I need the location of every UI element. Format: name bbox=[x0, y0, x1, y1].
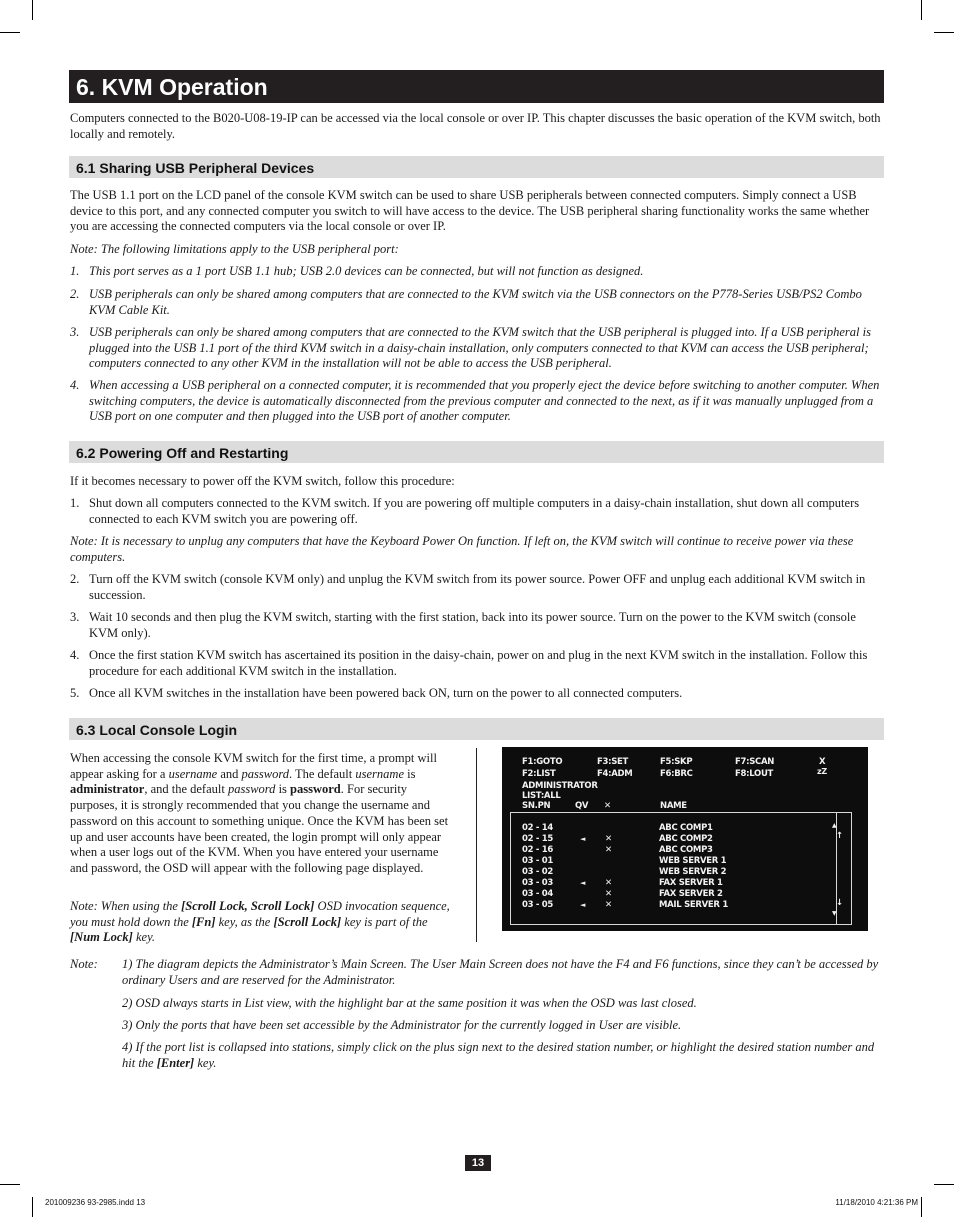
osd-row-mark: ✕ bbox=[605, 834, 612, 844]
osd-row-snpn: 03 - 03 bbox=[522, 878, 554, 888]
osd-user: ADMINISTRATOR bbox=[522, 781, 598, 791]
list-text: Turn off the KVM switch (console KVM only) and unplug the KVM switch from its power source. Power OFF and unplug each additional KVM switch in succession. bbox=[89, 572, 866, 602]
osd-row-snpn: 03 - 01 bbox=[522, 856, 554, 866]
intro-paragraph: Computers connected to the B020-U08-19-IP can be accessed via the local console or over IP. This chapter discusses the basic operation of the KVM switch, both locally and remotely. bbox=[70, 111, 881, 141]
osd-list-mode: LIST:ALL bbox=[522, 791, 561, 801]
osd-row-name: WEB SERVER 1 bbox=[659, 856, 727, 866]
list-number: 2. bbox=[70, 287, 80, 301]
list-item bbox=[70, 325, 885, 372]
osd-row-qv: ◄ bbox=[580, 901, 586, 909]
footer-timestamp: 11/18/2010 4:21:36 PM bbox=[835, 1198, 918, 1207]
osd-row-name: FAX SERVER 2 bbox=[659, 889, 723, 899]
crop-mark bbox=[934, 32, 954, 33]
list-number: 4. bbox=[70, 648, 80, 662]
login-note: Note: When using the [Scroll Lock, Scroll Lock] OSD invocation sequence, you must hold down the [Fn] key, as the [Scroll Lock] key is part of the [Num Lock] key. bbox=[70, 899, 450, 945]
list-number: 3. bbox=[70, 325, 80, 339]
list-text: Once all KVM switches in the installation have been powered back ON, turn on the power to all connected computers. bbox=[89, 686, 683, 700]
osd-header-name: NAME bbox=[660, 801, 687, 811]
list-text: Shut down all computers connected to the KVM switch. If you are powering off multiple computers in a daisy-chain installation, shut down all computers connected to each KVM switch you are powering off. bbox=[89, 496, 860, 526]
list-number: 5. bbox=[70, 686, 80, 700]
usb-paragraph: The USB 1.1 port on the LCD panel of the console KVM switch can be used to share USB peripherals between connected computers. Simply connect a USB device to this port, and any connected computer you switch to will have access to the device. The USB peripheral sharing functionality works the same whether you are accessing the connected computers via the local console or over IP. bbox=[70, 188, 870, 234]
osd-port-list bbox=[510, 812, 852, 925]
osd-menu-item: F3:SET bbox=[597, 757, 629, 767]
osd-row-snpn: 02 - 16 bbox=[522, 845, 554, 855]
list-number: 1. bbox=[70, 496, 80, 510]
osd-sleep-icon: zZ bbox=[817, 767, 827, 776]
login-paragraph: When accessing the console KVM switch for the first time, a prompt will appear asking for a username and password. The default username is administrator, and the default password is password. For security purposes, it is strongly recommended that you change the username and password on this account to something unique. Once the KVM has been set up and user accounts have been created, the login prompt will only appear when a user logs out of the KVM. When you have entered your username and password, the OSD will appear with the following page displayed. bbox=[70, 751, 449, 875]
list-item bbox=[70, 610, 885, 641]
list-item bbox=[70, 378, 885, 425]
note-2: 2) OSD always starts in List view, with the highlight bar at the same position it was when the OSD was last closed. bbox=[122, 996, 697, 1010]
note-1: Note: 1) The diagram depicts the Administrator’s Main Screen. The User Main Screen does not have the F4 and F6 functions, since they can’t be accessed by ordinary Users and are reserved for the Administrator. bbox=[70, 957, 879, 987]
osd-row-name: WEB SERVER 2 bbox=[659, 867, 727, 877]
list-text: When accessing a USB peripheral on a connected computer, it is recommended that you properly eject the device before switching to another computer. When switching computers, the device is automatically disconnected from the previous computer and connected to the next, as if it was manually unplugged from a USB port on one computer and then plugged into the USB port of another computer. bbox=[89, 378, 880, 424]
chapter-title: 6. KVM Operation bbox=[69, 70, 884, 103]
osd-menu-item: F8:LOUT bbox=[735, 769, 774, 779]
section-heading-power: 6.2 Powering Off and Restarting bbox=[69, 441, 884, 463]
usb-note: Note: The following limitations apply to the USB peripheral port: bbox=[70, 242, 399, 256]
section-heading-usb: 6.1 Sharing USB Peripheral Devices bbox=[69, 156, 884, 178]
power-note: Note: It is necessary to unplug any computers that have the Keyboard Power On function. If left on, the KVM switch will continue to receive power via these computers. bbox=[70, 534, 854, 564]
list-text: Wait 10 seconds and then plug the KVM switch, starting with the first station, back into its power source. Turn on the power to the KVM switch (console KVM only). bbox=[89, 610, 856, 640]
osd-row-qv: ◄ bbox=[580, 879, 586, 887]
list-text: USB peripherals can only be shared among computers that are connected to the KVM switch via the USB connectors on the P778-Series USB/PS2 Combo KVM Cable Kit. bbox=[89, 287, 862, 317]
osd-row-snpn: 02 - 15 bbox=[522, 834, 554, 844]
list-item bbox=[70, 648, 885, 679]
osd-row-snpn: 03 - 02 bbox=[522, 867, 554, 877]
scroll-down-icon: ▼ bbox=[832, 910, 837, 917]
column-divider bbox=[476, 748, 477, 942]
footer-file: 201009236 93-2985.indd 13 bbox=[45, 1198, 146, 1207]
osd-row-mark: ✕ bbox=[605, 845, 612, 855]
osd-menu-item: F1:GOTO bbox=[522, 757, 563, 767]
crop-mark bbox=[921, 1197, 922, 1217]
osd-header-snpn: SN.PN bbox=[522, 801, 551, 811]
list-text: USB peripherals can only be shared among computers that are connected to the KVM switch that the USB peripheral is plugged into. If a USB peripheral is plugged into the USB 1.1 port of the third KVM switch in a daisy-chain installation, only computers connected to that KVM can access the USB peripheral; computers connected to any other KVM in the installation will not be able to access the USB peripheral. bbox=[89, 325, 871, 371]
osd-row-mark: ✕ bbox=[605, 900, 612, 910]
note-4: 4) If the port list is collapsed into stations, simply click on the plus sign next to the desired station number, or highlight the desired station number and hit the [Enter] key. bbox=[122, 1040, 875, 1070]
osd-row-snpn: 03 - 05 bbox=[522, 900, 554, 910]
notes-label: Note: bbox=[70, 957, 98, 971]
osd-menu-item: F6:BRC bbox=[660, 769, 693, 779]
osd-menu-item: F2:LIST bbox=[522, 769, 556, 779]
osd-menu-item: F4:ADM bbox=[597, 769, 633, 779]
section-heading-login: 6.3 Local Console Login bbox=[69, 718, 884, 740]
osd-row-name: ABC COMP1 bbox=[659, 823, 713, 833]
crop-mark bbox=[921, 0, 922, 20]
page-down-icon: ↓ bbox=[836, 898, 843, 908]
list-item bbox=[70, 264, 885, 280]
list-item bbox=[70, 572, 885, 603]
list-text: Once the first station KVM switch has ascertained its position in the daisy-chain, power on and plug in the next KVM switch in the installation. Follow this procedure for each additional KVM switch in the installation. bbox=[89, 648, 868, 678]
crop-mark bbox=[0, 32, 20, 33]
osd-header-mark: ✕ bbox=[604, 801, 611, 811]
scroll-up-icon: ▲ bbox=[832, 822, 837, 829]
osd-row-name: ABC COMP2 bbox=[659, 834, 713, 844]
page-number: 13 bbox=[465, 1155, 491, 1171]
osd-menu-item: F7:SCAN bbox=[735, 757, 775, 767]
crop-mark bbox=[934, 1184, 954, 1185]
list-item bbox=[70, 686, 885, 702]
osd-row-name: ABC COMP3 bbox=[659, 845, 713, 855]
list-item bbox=[70, 287, 885, 318]
osd-row-qv: ◄ bbox=[580, 835, 586, 843]
osd-row-mark: ✕ bbox=[605, 878, 612, 888]
osd-main-screen bbox=[502, 747, 868, 931]
crop-mark bbox=[0, 1184, 20, 1185]
crop-mark bbox=[32, 1197, 33, 1217]
osd-row-name: FAX SERVER 1 bbox=[659, 878, 723, 888]
list-item bbox=[70, 496, 885, 527]
crop-mark bbox=[32, 0, 33, 20]
osd-row-mark: ✕ bbox=[605, 889, 612, 899]
osd-row-snpn: 03 - 04 bbox=[522, 889, 554, 899]
list-text: This port serves as a 1 port USB 1.1 hub; USB 2.0 devices can be connected, but will not function as designed. bbox=[89, 264, 644, 278]
list-number: 2. bbox=[70, 572, 80, 586]
list-number: 4. bbox=[70, 378, 80, 392]
osd-menu-item: F5:SKP bbox=[660, 757, 693, 767]
osd-row-name: MAIL SERVER 1 bbox=[659, 900, 728, 910]
osd-header-qv: QV bbox=[575, 801, 589, 811]
power-paragraph: If it becomes necessary to power off the KVM switch, follow this procedure: bbox=[70, 474, 455, 488]
list-number: 3. bbox=[70, 610, 80, 624]
note-3: 3) Only the ports that have been set accessible by the Administrator for the currently logged in User are visible. bbox=[122, 1018, 682, 1032]
osd-row-snpn: 02 - 14 bbox=[522, 823, 554, 833]
page-up-icon: ↑ bbox=[836, 831, 843, 841]
list-number: 1. bbox=[70, 264, 80, 278]
osd-close-icon: X bbox=[819, 757, 826, 767]
